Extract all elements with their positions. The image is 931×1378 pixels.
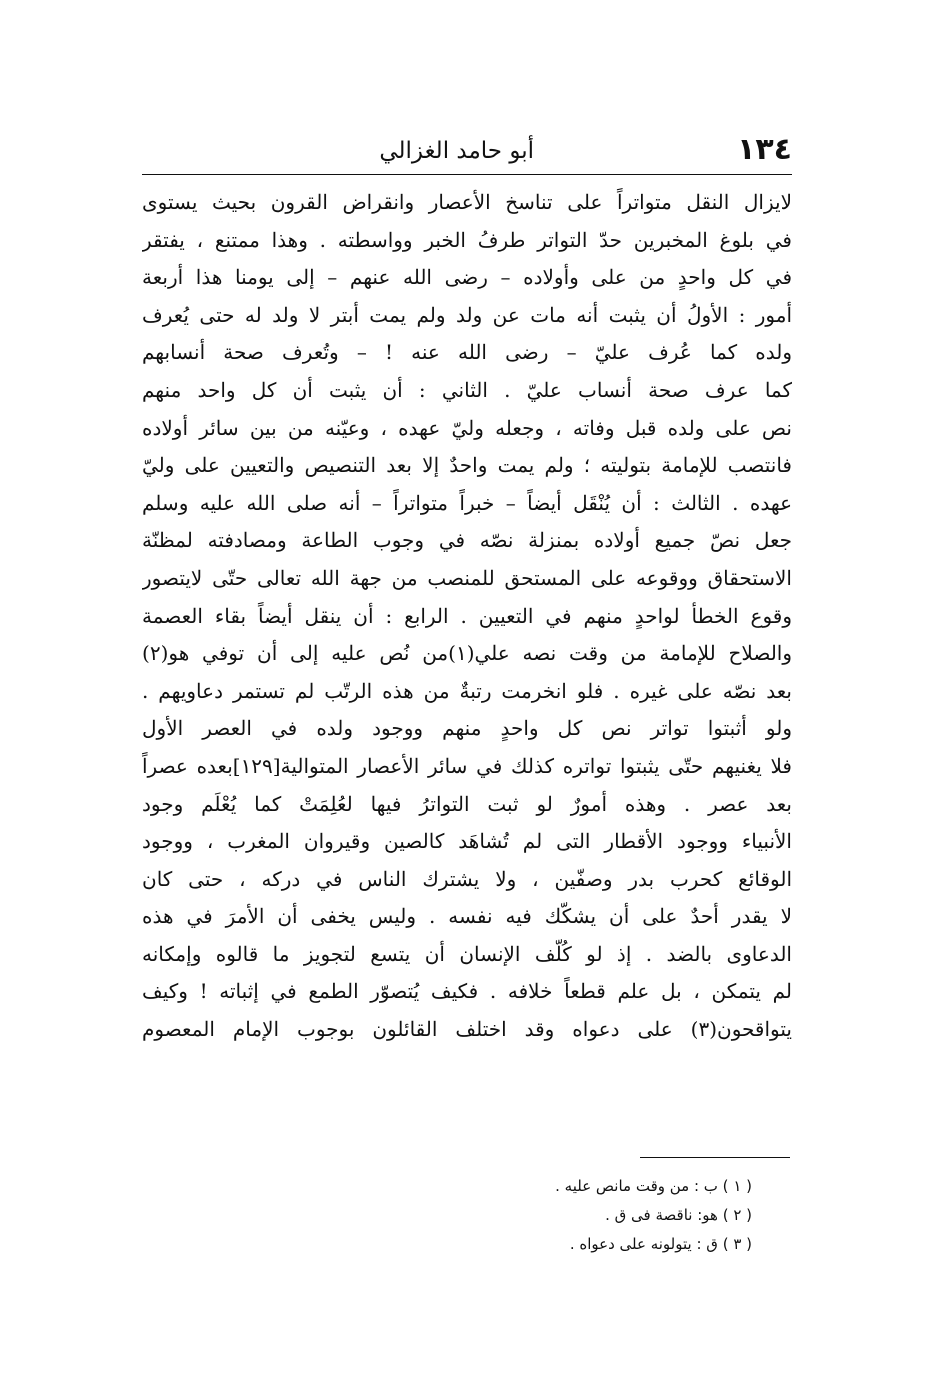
text-line: وقوع الخطأ لواحدٍ منهم في التعيين . الرابع : أن ينقل أيضاً بقاء العصمة xyxy=(142,603,792,628)
text-line: في كل واحدٍ من على وأولاده – رضى الله عنهم – إلى يومنا هذا أربعة xyxy=(142,265,792,290)
text-line: لم يتمكن ، بل علم قطعاً خلافه . فكيف يُتصوّر الطمع في إثباته ! وكيف xyxy=(142,979,792,1004)
footnote-1: ( ١ ) ب : من وقت مانص عليه . xyxy=(555,1177,752,1195)
text-line: والصلاح للإمامة من وقت نصه علي(١)من نُص عليه إلى أن توفي هو(٢) xyxy=(142,641,792,666)
footnotes xyxy=(380,1172,752,1259)
text-line: أمور : الأولُ أن يثبت أنه مات عن ولد ولم يمت أبتر لا ولد له حتى يُعرف xyxy=(142,302,792,327)
page-number: ١٣٤ xyxy=(737,132,792,167)
text-line: الاستحقاق ووقوعه على المستحق للمنصب من جهة الله تعالى حتّى لايتصور xyxy=(142,565,792,590)
footnote-rule xyxy=(640,1157,790,1158)
running-head: أبو حامد الغزالي xyxy=(379,138,534,164)
text-line: يتواقحون(٣) على دعواه وقد اختلف القائلون بوجوب الإمام المعصوم xyxy=(142,1017,792,1042)
header-rule xyxy=(142,174,792,175)
text-line: الدعاوى بالضد . إذ لو كُلّف الإنسان أن يتسع لتجويز ما قالوه وإمكانه xyxy=(142,941,792,966)
text-line: لا يقدر أحدٌ على أن يشكّك فيه نفسه . وليس يخفى أن الأمرَ في هذه xyxy=(142,904,792,929)
text-line: عهده . الثالث : أن يُنْقَل أيضاً – خبراً متواتراً – أنه صلى الله عليه وسلم xyxy=(142,490,792,515)
text-line: ولو أثبتوا تواتر نص كل واحدٍ منهم ووجود ولده في العصر الأول xyxy=(142,716,792,741)
text-line: فانتصب للإمامة بتوليته ؛ ولم يمت واحدٌ إلا بعد التنصيص والتعيين على وليّ xyxy=(142,453,792,478)
text-line: نص على ولده قبل وفاته ، وجعله وليّ عهده ، وعيّنه من بين سائر أولاده xyxy=(142,415,792,440)
footnote-2: ( ٢ ) هو: ناقصة فى ق . xyxy=(605,1206,752,1224)
text-line: بعد نصّه على غيره . فلو انخرمت رتبةٌ من هذه الرتّب لم تستمر دعاويهم . xyxy=(142,678,792,703)
text-line: لايزال النقل متواتراً على تناسخ الأعصار وانقراض القرون بحيث يستوى xyxy=(142,190,792,214)
main-text xyxy=(142,184,792,1049)
text-line: الوقائع كحرب بدر وصفّين ، ولا يشترك الناس في دركه ، حتى كان xyxy=(142,866,792,891)
text-line: كما عرف صحة أنساب عليّ . الثاني : أن يثبت أن كل واحد منهم xyxy=(142,377,792,402)
text-line: ولده كما عُرف عليّ – رضى الله عنه ! – وتُعرف صحة أنسابهم xyxy=(142,340,792,365)
page-header xyxy=(142,128,792,174)
text-line: فلا يغنيهم حتّى يثبتوا تواتره كذلك في سائر الأعصار المتوالية[١٢٩]بعده عصراً xyxy=(142,753,792,778)
text-line: الأنبياء ووجود الأقطار التى لم تُشاهَد كالصين وقيروان المغرب ، ووجود xyxy=(142,829,792,854)
text-line: جعل نصّ جميع أولاده بمنزلة نصّه في وجوب الطاعة ومصادفته لمظنّة xyxy=(142,528,792,553)
text-line: بعد عصر . وهذه أمورٌ لو ثبت التواترُ فيها لعُلِمَتْ كما يُعْلَم وجود xyxy=(142,791,792,816)
text-line: في بلوغ المخبرين حدّ التواتر طرفُ الخبر وواسطته . وهذا ممتنع ، يفتقر xyxy=(142,227,792,252)
footnote-3: ( ٣ ) ق : يتولونه على دعواه . xyxy=(569,1235,752,1253)
